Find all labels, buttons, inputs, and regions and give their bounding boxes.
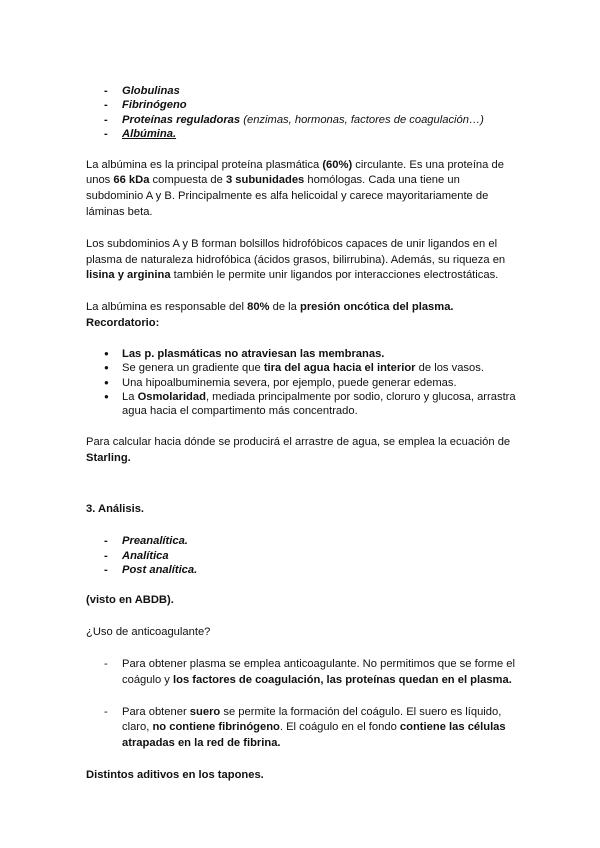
text: también le permite unir ligandos por interacciones electrostáticas. [170,269,499,282]
text: Se genera un gradiente que [122,362,264,375]
text: Una hipoalbuminemia severa, por ejemplo, puede generar edemas. [122,376,457,389]
text-bold: los factores de coagulación, las proteínas quedan en el plasma. [173,673,512,686]
text: circulante. Es una proteína de unos [86,158,504,187]
text-bold: 3 subunidades [225,174,305,187]
text: , mediada principalmente por sodio, cloruro y glucosa, arrastra agua hacia el compartimento más concentrado. [122,391,516,418]
text: La albúmina es la principal proteína plasmática [86,158,323,171]
list-item [86,113,516,127]
text: homólogas. Cada una tiene un subdominio A y B. Principalmente es alfa helicoidal y carece mayoritariamente de láminas beta. [86,174,489,219]
list-item [86,361,516,375]
list-item [86,390,516,419]
list-item-label: Fibrinógeno [122,99,187,112]
list-item [86,98,516,112]
paragraph-albumina [86,158,516,221]
page-content [86,84,516,784]
text: Para obtener [122,705,190,718]
list-item [86,705,516,752]
text-bold: 66 kDa [113,174,150,187]
text-bold: suero [189,705,221,718]
text: La [122,391,138,404]
recordatorio-label: Recordatorio: [86,317,160,329]
list-item-label: Analítica [122,549,169,562]
anticoagulante-list [86,657,516,689]
list-item [86,127,516,141]
list-item-note: (enzimas, hormonas, factores de coagulación…) [240,113,484,126]
text-bold: tira del agua hacia el interior [263,362,416,375]
text-bold: Starling. [86,451,131,464]
paragraph-starling [86,435,516,467]
recordatorio-list [86,347,516,419]
list-item [86,534,516,548]
text: Los subdominios A y B forman bolsillos hidrofóbicos capaces de unir ligandos en el plasma de naturaleza hidrofóbica (ácidos grasos, bilirrubina). Además, su riqueza en [86,237,506,266]
text-bold: Osmolaridad [137,391,206,404]
text: compuesta de [149,174,226,187]
list-item [86,563,516,577]
question-anticoagulante: ¿Uso de anticoagulante? [86,626,211,639]
text-bold: lisina y arginina [86,269,171,282]
section-heading: 3. Análisis. [86,503,145,516]
paragraph-presion [86,300,516,332]
list-item [86,549,516,563]
list-item [86,376,516,390]
note-visto: (visto en ABDB). [86,594,174,607]
list-item-label: Preanalítica. [122,535,188,548]
paragraph-subdominios [86,237,516,284]
list-item [86,347,516,361]
text: se permite la formación del coágulo. El suero es líquido, claro, [122,705,502,734]
list-item [86,84,516,98]
text-bold: 80% [247,301,270,314]
text: Para obtener plasma se emplea anticoagulante. No permitimos que se forme el coágulo y [122,658,516,686]
list-item-label: Albúmina. [122,128,177,141]
protein-list [86,84,516,142]
text-bold: presión oncótica del plasma. [299,301,454,314]
list-item [86,657,516,689]
text: . El coágulo en el fondo [279,721,400,734]
text-bold: no contiene fibrinógeno [152,721,280,734]
suero-list [86,705,516,752]
text-bold: Las p. plasmáticas no atraviesan las membranas. [122,347,385,360]
text-bold: (60%) [322,158,353,171]
analysis-phases-list [86,534,516,577]
closing-line: Distintos aditivos en los tapones. [86,769,264,782]
text: de los vasos. [415,362,484,375]
text: Para calcular hacia dónde se producirá el arrastre de agua, se emplea la ecuación de [86,435,511,448]
list-item-label: Proteínas reguladoras [122,113,241,126]
text: de la [269,301,300,314]
list-item-label: Globulinas [122,85,180,97]
text: La albúmina es responsable del [86,301,248,314]
list-item-label: Post analítica. [122,564,198,577]
text-bold: contiene las células atrapadas en la red de fibrina. [122,721,506,750]
